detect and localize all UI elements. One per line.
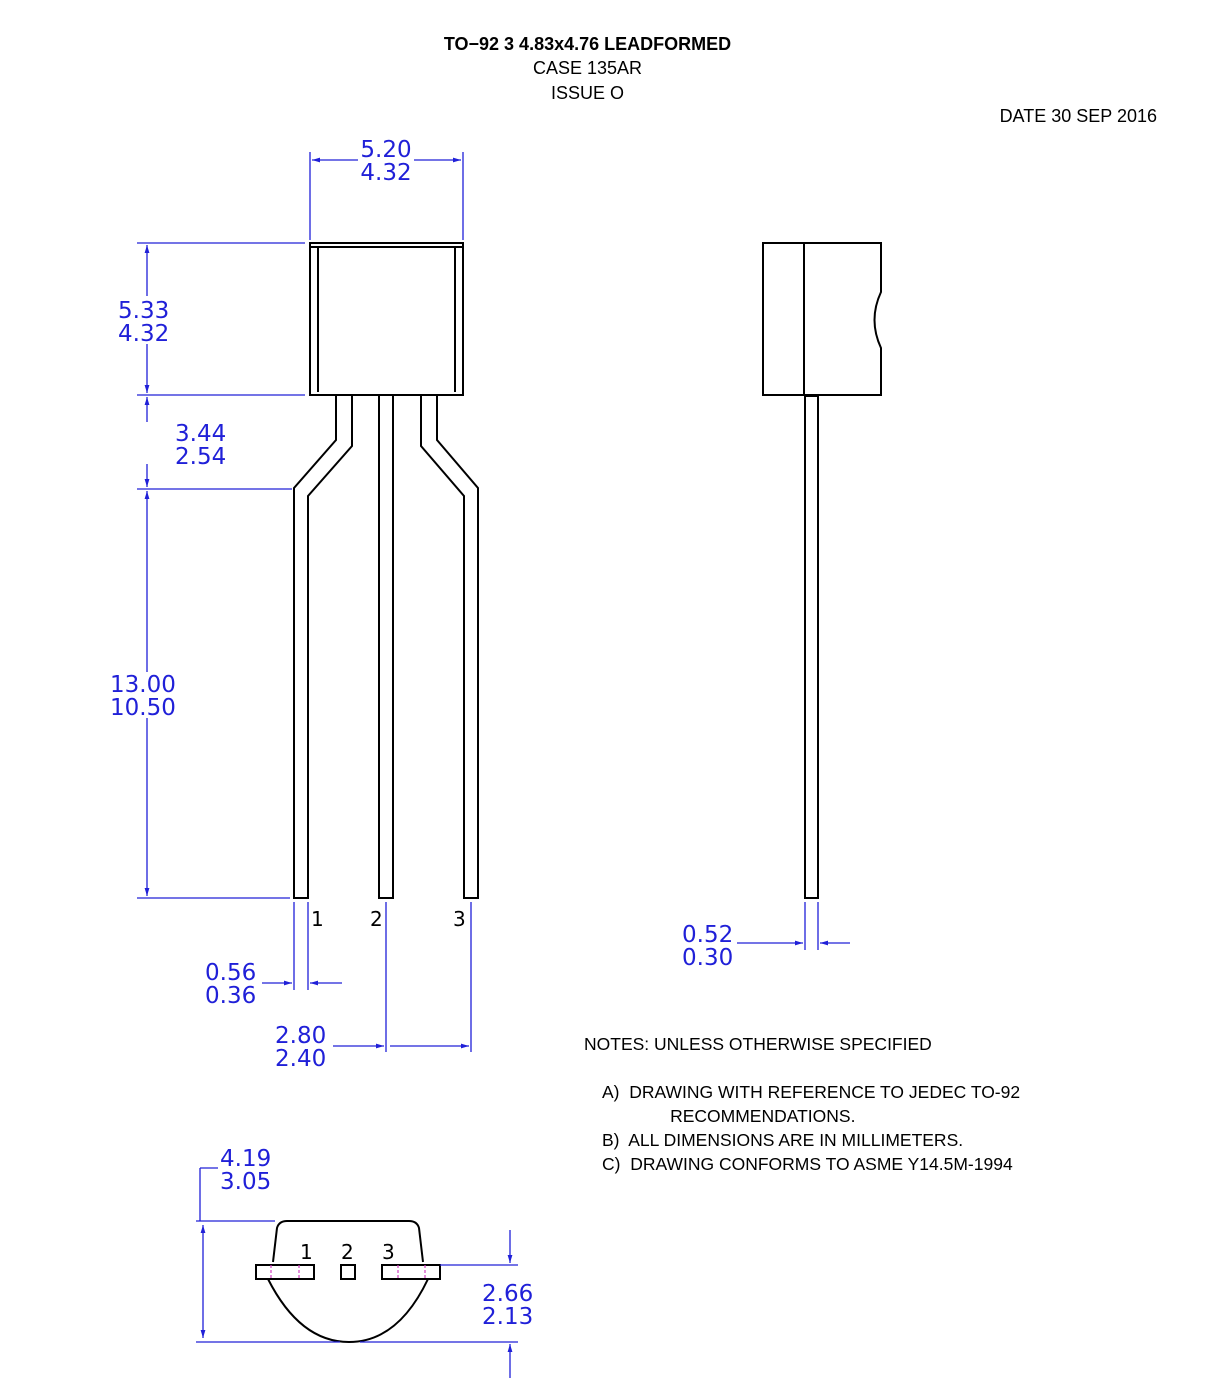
- note-c: C) DRAWING CONFORMS TO ASME Y14.5M-1994: [602, 1154, 1013, 1174]
- pin-label-2: 2: [370, 907, 383, 931]
- body-height-min: 4.32: [118, 321, 170, 347]
- bottom-pin-label-3: 3: [382, 1240, 395, 1264]
- lead-width-max: 0.56: [205, 960, 257, 986]
- notes-heading: NOTES: UNLESS OTHERWISE SPECIFIED: [584, 1034, 932, 1054]
- bottom-dome: [268, 1279, 428, 1342]
- bottom-flat-min: 2.13: [482, 1304, 534, 1330]
- note-a-continued: RECOMMENDATIONS.: [602, 1106, 856, 1126]
- lead-length-min: 10.50: [110, 695, 176, 721]
- pin-numbers: [300, 907, 466, 1264]
- package-body-front: [310, 243, 463, 395]
- bottom-depth-max: 4.19: [220, 1146, 272, 1172]
- bottom-depth-min: 3.05: [220, 1169, 272, 1195]
- lead-pitch-min: 2.40: [275, 1046, 327, 1072]
- pin-label-1: 1: [311, 907, 324, 931]
- side-lead: [805, 396, 818, 898]
- body-width-max: 5.20: [360, 137, 412, 163]
- lead-width-min: 0.36: [205, 983, 257, 1009]
- bottom-flat-max: 2.66: [482, 1281, 534, 1307]
- lead-length-max: 13.00: [110, 672, 176, 698]
- notes-list: [602, 1080, 1020, 1176]
- bottom-pin-label-2: 2: [341, 1240, 354, 1264]
- note-b: B) ALL DIMENSIONS ARE IN MILLIMETERS.: [602, 1130, 964, 1150]
- lead-1: [294, 396, 352, 898]
- issue-label: ISSUE O: [550, 83, 625, 103]
- front-view: [294, 243, 478, 898]
- lead-form-min: 2.54: [175, 444, 227, 470]
- lead-pitch-max: 2.80: [275, 1023, 327, 1049]
- note-a: A) DRAWING WITH REFERENCE TO JEDEC TO-92: [602, 1082, 1021, 1102]
- case-number: CASE 135AR: [532, 58, 643, 78]
- body-height-max: 5.33: [118, 298, 170, 324]
- lead-3: [421, 396, 478, 898]
- bottom-pin-label-1: 1: [300, 1240, 313, 1264]
- lead-2: [379, 396, 393, 898]
- pin-label-3: 3: [453, 907, 466, 931]
- lead-thickness-min: 0.30: [682, 945, 734, 971]
- package-body-side: [763, 243, 881, 395]
- body-width-min: 4.32: [360, 160, 412, 186]
- lead-form-max: 3.44: [175, 421, 227, 447]
- drawing-title: TO−92 3 4.83x4.76 LEADFORMED: [443, 34, 732, 54]
- drawing-date: DATE 30 SEP 2016: [999, 106, 1157, 126]
- lead-thickness-max: 0.52: [682, 922, 734, 948]
- side-view: [763, 243, 881, 898]
